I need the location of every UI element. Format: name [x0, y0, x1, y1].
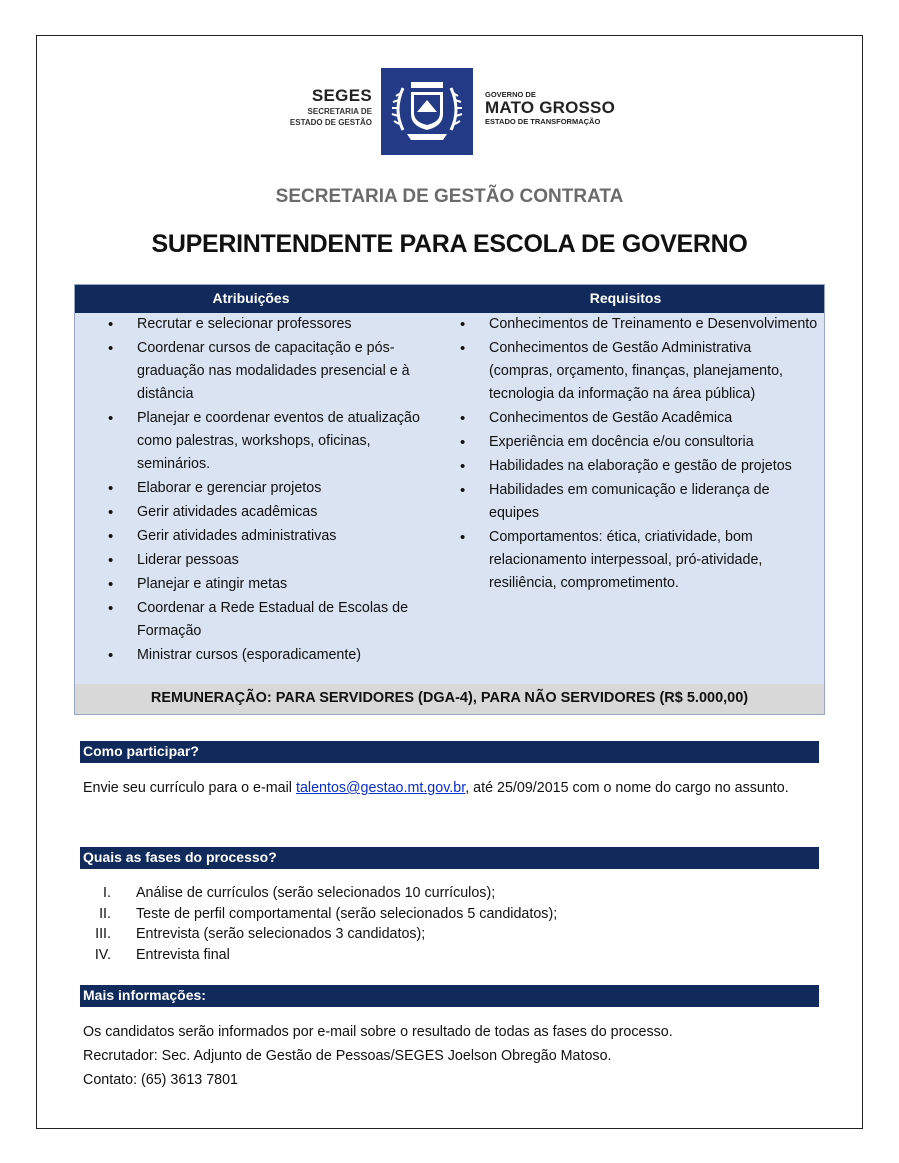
phase-item — [83, 904, 823, 925]
requirement-item: • Conhecimentos de Treinamento e Desenvolvimento — [458, 313, 818, 336]
more-info-heading: Mais informações: — [80, 985, 819, 1007]
mato-grosso-logo-line1: GOVERNO DE — [485, 90, 536, 99]
col-header-requirements: Requisitos — [589, 290, 662, 306]
phase-number: III. — [95, 926, 111, 942]
seges-logo-name: SEGES — [311, 86, 372, 105]
seges-logo-line1: SECRETARIA DE — [307, 107, 372, 116]
requirement-item: • Experiência em docência e/ou consultoria — [458, 431, 818, 454]
requirement-item: • Habilidades na elaboração e gestão de projetos — [458, 455, 818, 478]
recruiter-line: Recrutador: Sec. Adjunto de Gestão de Pessoas/SEGES Joelson Obregão Matoso. — [83, 1048, 612, 1064]
attribution-item: • Elaborar e gerenciar projetos — [106, 477, 436, 500]
more-info-text — [83, 1020, 823, 1092]
attribution-item: • Liderar pessoas — [106, 549, 436, 572]
attribution-item: • Gerir atividades acadêmicas — [106, 501, 436, 524]
requirement-item: • Comportamentos: ética, criatividade, bom relacionamento interpessoal, pró-atividade, resiliência, comprometimento. — [458, 526, 818, 595]
attribution-item: • Coordenar cursos de capacitação e pós-graduação nas modalidades presencial e à distância — [106, 337, 436, 406]
phases-list — [83, 883, 823, 965]
phase-item — [83, 924, 823, 945]
phase-item — [83, 945, 823, 966]
attribution-item: • Recrutar e selecionar professores — [106, 313, 436, 336]
requirement-item: • Conhecimentos de Gestão Acadêmica — [458, 407, 818, 430]
attribution-item: • Gerir atividades administrativas — [106, 525, 436, 548]
phase-text: Entrevista (serão selecionados 3 candidatos); — [136, 926, 426, 942]
how-to-participate-heading: Como participar? — [80, 741, 819, 763]
seges-logo-line2: ESTADO DE GESTÃO — [289, 118, 372, 127]
requirements-list — [458, 313, 818, 596]
phase-number: IV. — [94, 946, 111, 963]
contact-line: Contato: (65) 3613 7801 — [83, 1072, 238, 1088]
phase-number: I. — [103, 885, 111, 901]
page-subtitle: SECRETARIA DE GESTÃO CONTRATA — [275, 186, 624, 207]
seges-logo — [270, 86, 372, 128]
more-info-line1: Os candidatos serão informados por e-mail sobre o resultado de todas as fases do processo. — [83, 1024, 673, 1040]
coat-of-arms-icon — [381, 68, 473, 155]
mato-grosso-logo-line2: ESTADO DE TRANSFORMAÇÃO — [485, 117, 601, 126]
phase-number: II. — [99, 905, 111, 922]
attribution-item: • Ministrar cursos (esporadicamente) — [106, 644, 436, 667]
attribution-item: • Planejar e atingir metas — [106, 573, 436, 596]
page-title: SUPERINTENDENTE PARA ESCOLA DE GOVERNO — [151, 230, 748, 258]
attribution-item: • Planejar e coordenar eventos de atualização como palestras, workshops, oficinas, seminários. — [106, 407, 436, 476]
how-text-before: Envie seu currículo para o e-mail — [83, 780, 296, 796]
email-link[interactable]: talentos@gestao.mt.gov.br — [295, 780, 466, 796]
phase-text: Teste de perfil comportamental (serão selecionados 5 candidatos); — [136, 905, 558, 922]
mato-grosso-logo — [485, 90, 635, 126]
phase-item — [83, 883, 823, 904]
col-header-attributions: Atribuições — [212, 290, 290, 306]
attributions-list — [106, 313, 436, 668]
attribution-item: • Coordenar a Rede Estadual de Escolas de Formação — [106, 597, 436, 643]
table-header — [75, 285, 824, 313]
requirement-item: • Conhecimentos de Gestão Administrativa (compras, orçamento, finanças, planejamento, tecnologia da informação na área pública) — [458, 337, 818, 406]
requirement-item: • Habilidades em comunicação e liderança de equipes — [458, 479, 818, 525]
table-body — [75, 313, 824, 684]
phase-text: Análise de currículos (serão selecionados 10 currículos); — [136, 885, 496, 901]
mato-grosso-logo-name: MATO GROSSO — [485, 98, 616, 117]
process-phases-heading: Quais as fases do processo? — [80, 847, 819, 869]
remuneration-row: REMUNERAÇÃO: PARA SERVIDORES (DGA-4), PARA NÃO SERVIDORES (R$ 5.000,00) — [75, 684, 824, 714]
how-to-participate-text — [83, 777, 823, 800]
how-text-after: , até 25/09/2015 com o nome do cargo no assunto. — [465, 780, 789, 796]
job-table — [74, 284, 825, 715]
phase-text: Entrevista final — [136, 946, 230, 963]
